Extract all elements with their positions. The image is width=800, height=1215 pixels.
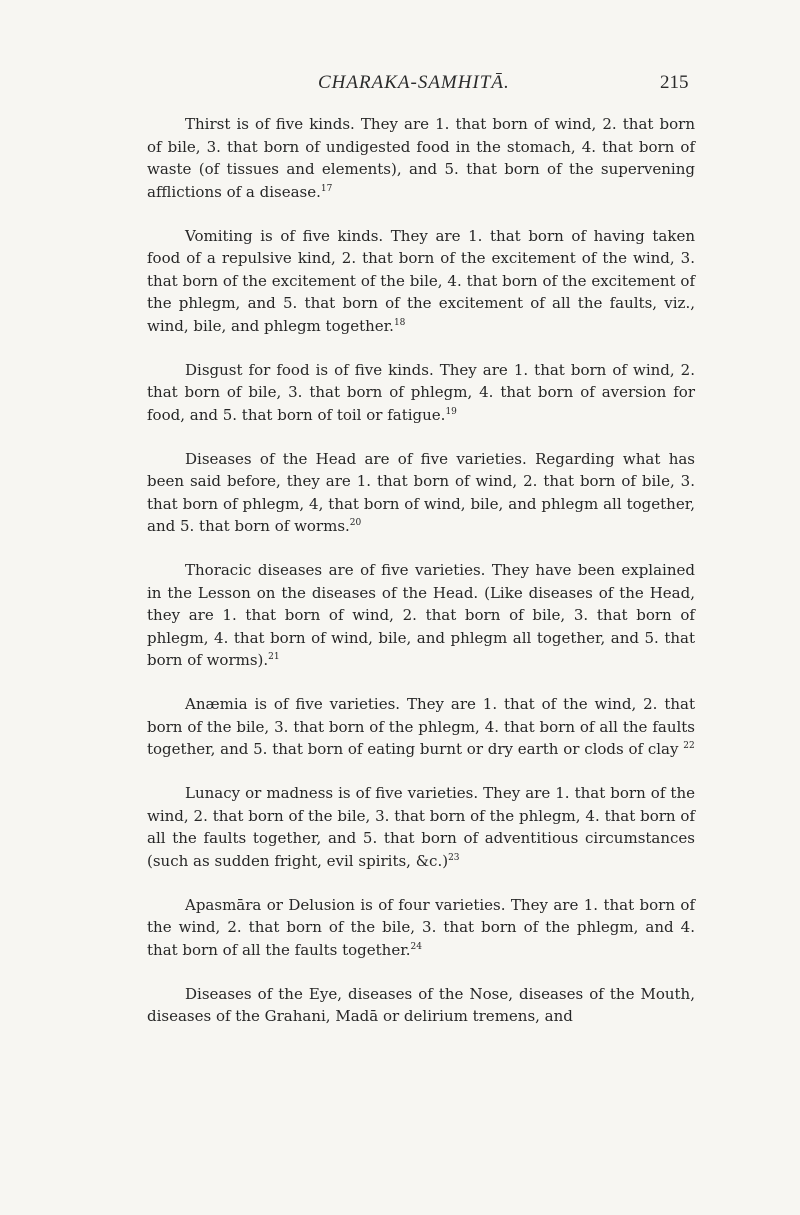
paragraph-anaemia (147, 693, 695, 761)
body-text (147, 113, 695, 1049)
paragraph-disgust-for-food (147, 359, 695, 427)
paragraph-text: Thoracic diseases are of five varieties. They have been explained in the Lesson on the diseases of the Head. (Like diseases of the Head, they are 1. that born of wind, 2. that born of bile, 3. that born of phlegm, 4. that born of wind, bile, and phlegm all together, and 5. that born of worms). (147, 561, 695, 669)
paragraph-lunacy (147, 782, 695, 872)
footnote-marker: 23 (448, 852, 460, 863)
footnote-marker: 22 (683, 741, 695, 751)
paragraph-text: Diseases of the Eye, diseases of the Nose, diseases of the Mouth, diseases of the Grahani, Madā or delirium tremens, and (147, 984, 695, 1025)
running-title: CHARAKA-SAMHITĀ. (318, 72, 510, 93)
paragraph-eye-nose-mouth-diseases (147, 983, 695, 1028)
paragraph-vomiting (147, 225, 695, 338)
footnote-marker: 19 (445, 406, 457, 417)
footnote-marker: 18 (393, 317, 406, 328)
paragraph-text: Disgust for food is of five kinds. They are 1. that born of wind, 2. that born of bile, 3. that born of phlegm, 4. that born of aversion for food, and 5. that born of toil or fatigue. (147, 360, 695, 424)
paragraph-thoracic-diseases (147, 559, 695, 672)
footnote-marker: 24 (410, 941, 422, 952)
footnote-marker: 17 (320, 183, 333, 194)
paragraph-head-diseases (147, 448, 695, 538)
footnote-marker: 20 (349, 518, 362, 528)
paragraph-text: Vomiting is of five kinds. They are 1. that born of having taken food of a repulsive kind, 2. that born of the excitement of the wind, 3. that born of the excitement of the bile, 4. that born of the excitement of the phlegm, and 5. that born of the excitement of all the faults, viz., wind, bile, and phlegm together. (147, 226, 695, 335)
paragraph-text: Anæmia is of five varieties. They are 1. that of the wind, 2. that born of the bile, 3. that born of the phlegm, 4. that born of all the faults together, and 5. that born of eating burnt or dry earth or clods of clay (147, 695, 695, 758)
page-number: 215 (660, 72, 689, 93)
paragraph-text: Thirst is of five kinds. They are 1. that born of wind, 2. that born of bile, 3. that born of undigested food in the stomach, 4. that born of waste (of tissues and elements), and 5. that born of the supervening afflictions of a disease. (147, 115, 695, 201)
footnote-marker: 21 (268, 652, 280, 662)
paragraph-text: Lunacy or madness is of five varieties. They are 1. that born of the wind, 2. that born of the bile, 3. that born of the phlegm, 4. that born of all the faults together, and 5. that born of adventitious circumstances (such as sudden fright, evil spirits, &c.) (147, 784, 695, 870)
paragraph-text: Diseases of the Head are of five varieties. Regarding what has been said before, they are 1. that born of wind, 2. that born of bile, 3. that born of phlegm, 4, that born of wind, bile, and phlegm all together, and 5. that born of worms. (147, 449, 695, 535)
paragraph-thirst (147, 113, 695, 203)
paragraph-text: Apasmāra or Delusion is of four varieties. They are 1. that born of the wind, 2. that born of the bile, 3. that born of the phlegm, and 4. that born of all the faults together. (147, 895, 695, 959)
paragraph-apasmara (147, 894, 695, 962)
